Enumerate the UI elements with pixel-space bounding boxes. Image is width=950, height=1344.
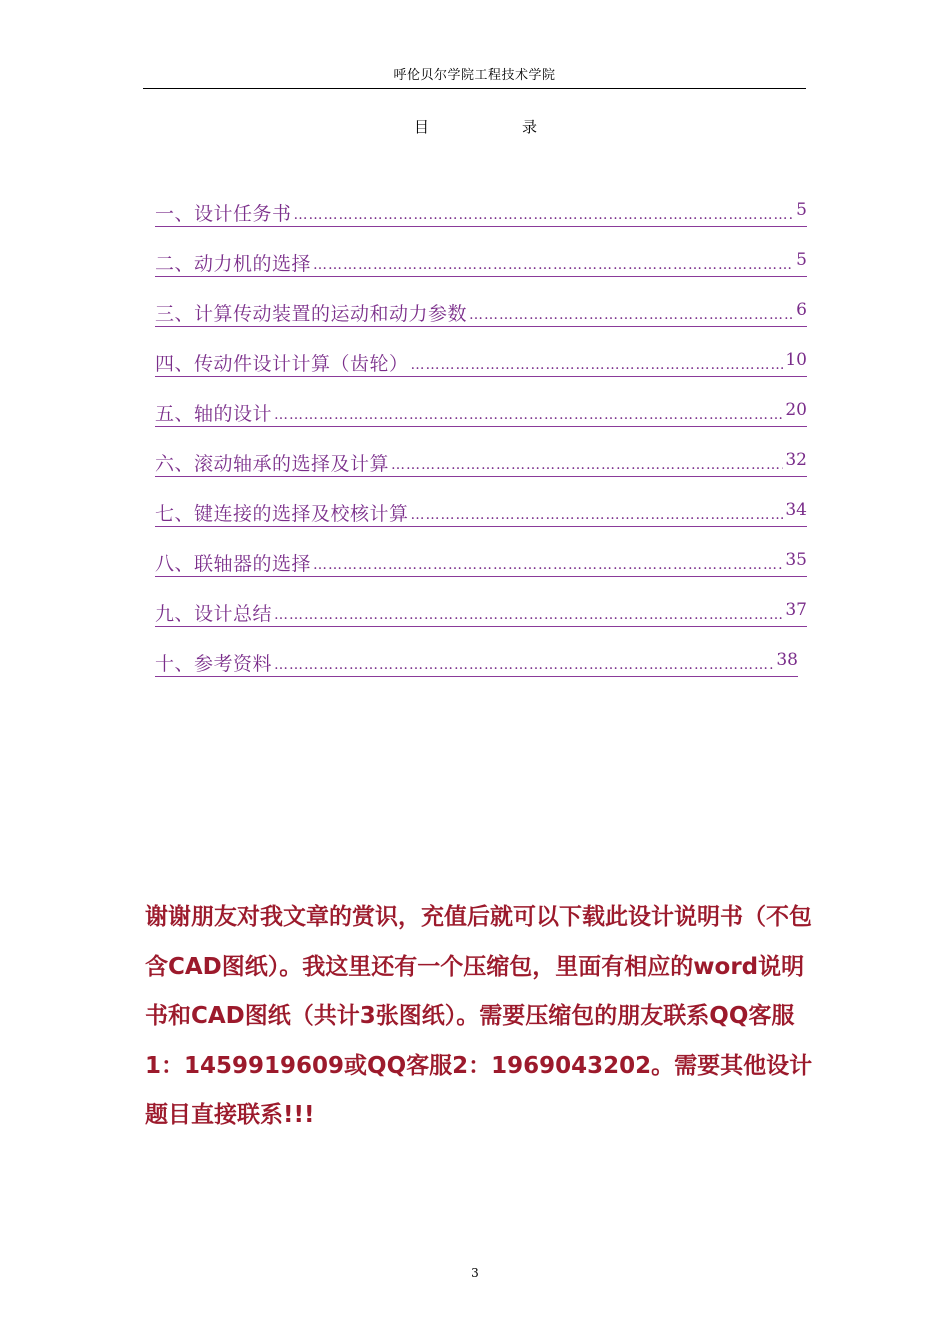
toc-entry-label: 九、设计总结	[155, 603, 273, 625]
header-rule	[143, 88, 806, 89]
toc-entry	[155, 248, 807, 298]
running-header: 呼伦贝尔学院工程技术学院	[393, 68, 556, 83]
toc-entry-label: 八、联轴器的选择	[155, 553, 312, 575]
toc-entry	[155, 648, 807, 698]
toc-leader-dots	[294, 208, 795, 226]
toc-entry-page: 5	[796, 200, 807, 220]
toc-link-9[interactable]	[155, 598, 807, 627]
toc-title-left: 目	[414, 118, 430, 136]
toc-link-1[interactable]	[155, 198, 807, 227]
toc-link-2[interactable]	[155, 248, 807, 277]
toc-entry	[155, 548, 807, 598]
toc-link-3[interactable]	[155, 298, 807, 327]
toc-entry-page: 35	[785, 550, 807, 570]
toc-entry-label: 七、键连接的选择及校核计算	[155, 503, 409, 525]
toc-entry-label: 五、轴的设计	[155, 403, 273, 425]
toc-entry-page: 20	[785, 400, 807, 420]
toc-entry	[155, 348, 807, 398]
toc-leader-dots	[313, 258, 794, 276]
toc-entry-page: 6	[796, 300, 807, 320]
toc-entry-page: 38	[776, 650, 798, 670]
toc-entry	[155, 398, 807, 448]
toc-leader-dots	[274, 658, 774, 676]
toc-leader-dots	[391, 458, 783, 476]
toc-link-8[interactable]	[155, 548, 807, 577]
toc-entry-page: 10	[785, 350, 807, 370]
toc-leader-dots	[274, 408, 783, 426]
toc-link-7[interactable]	[155, 498, 807, 527]
toc-link-6[interactable]	[155, 448, 807, 477]
toc-entry-label: 三、计算传动装置的运动和动力参数	[155, 303, 468, 325]
toc-entry-label: 二、动力机的选择	[155, 253, 312, 275]
page-number: 3	[471, 1266, 479, 1280]
toc-entry	[155, 448, 807, 498]
toc-entry-label: 六、滚动轴承的选择及计算	[155, 453, 390, 475]
toc-entry	[155, 198, 807, 248]
download-note: 谢谢朋友对我文章的赏识，充值后就可以下载此设计说明书（不包含CAD图纸）。我这里还有一个压缩包，里面有相应的word说明书和CAD图纸（共计3张图纸）。需要压缩包的朋友联系QQ客服1：1459919609或QQ客服2：1969043202。需要其他设计题目直接联系!!!	[145, 904, 813, 1128]
toc-entry-page: 34	[785, 500, 807, 520]
toc-entry	[155, 598, 807, 648]
toc-entry-label: 十、参考资料	[155, 653, 273, 675]
toc-leader-dots	[411, 358, 784, 376]
toc-entry-page: 5	[796, 250, 807, 270]
toc-entry-page: 32	[785, 450, 807, 470]
toc-leader-dots	[411, 508, 784, 526]
toc-entry-label: 一、设计任务书	[155, 203, 292, 225]
toc-link-5[interactable]	[155, 398, 807, 427]
toc-entry-page: 37	[785, 600, 807, 620]
toc-leader-dots	[274, 608, 783, 626]
table-of-contents	[155, 198, 807, 698]
toc-leader-dots	[313, 558, 783, 576]
toc-entry-label: 四、传动件设计计算（齿轮）	[155, 353, 409, 375]
toc-link-10[interactable]	[155, 648, 798, 677]
toc-entry	[155, 498, 807, 548]
toc-leader-dots	[469, 308, 794, 326]
toc-title-right: 录	[522, 118, 538, 136]
toc-link-4[interactable]	[155, 348, 807, 377]
toc-entry	[155, 298, 807, 348]
